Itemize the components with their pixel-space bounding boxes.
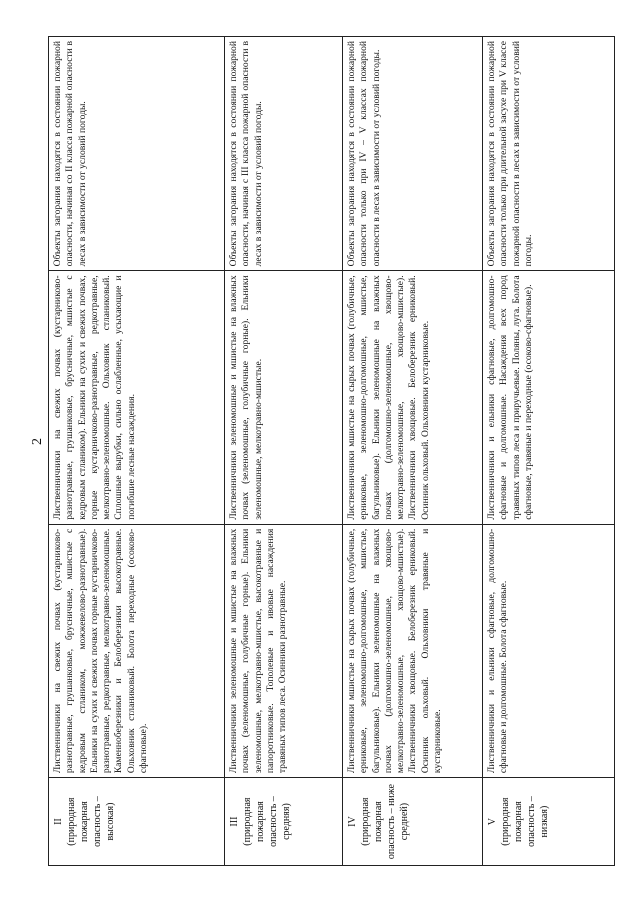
hazard-class-description: (природная пожарная опасность – ниже средней) bbox=[360, 784, 410, 860]
forest-types-cell: Лиственничники зеленомошные и мшистые на влажных почвах (зеленомошные, голубичные горные). Ельники зеленомошные, мелкотравно-мшистые, высокотравные и папоротниковые. Тополевые и ивовые насаждения травяных типов леса. Осинники разнотравные. bbox=[225, 524, 343, 777]
forest-types-cell: Лиственничники зеленомошные и мшистые на влажных почвах (зеленомошные, голубичные горные). Ельники зеленомошные, мелкотравно-мшистые. bbox=[225, 271, 343, 524]
hazard-class-cell bbox=[49, 778, 225, 866]
table-row bbox=[483, 37, 615, 866]
hazard-class-cell bbox=[483, 778, 615, 866]
hazard-class-number: IV bbox=[347, 816, 358, 827]
hazard-class-description: (природная пожарная опасность – низкая) bbox=[500, 796, 550, 847]
fire-hazard-table bbox=[48, 36, 615, 866]
forest-types-cell: Лиственничники на свежих почвах (кустарниково-разнотравные, грушанковые, брусничные, мшистые с кедровым стлаником). Ельники на сухих и свежих почвах, горные кустарничково-разнотравные, редкотравные, мелкотравно-зеленомошные. Ольховник стланиковый. Сплошные вырубки, сильно ослабленные, усыхающие и погибшие лесные насаждения. bbox=[49, 271, 225, 524]
forest-types-cell: Лиственничники мшистые на сырых почвах (голубичные, ерниковые, зеленомошно-долгомошные, мшистые, багульниковые). Ельники зеленомошные на влажных почвах (долгомошно-зеленомошные, хвощово-мелкотравно-зеленомошные, хвощово-мшистые). Лиственничники хвощовые. Белоберезник ерниковый. Осинник ольховый. Ольховники кустарниковые. bbox=[343, 271, 483, 524]
hazard-class-cell bbox=[343, 778, 483, 866]
forest-types-cell: Лиственничники мшистые на сырых почвах (голубичные, ерниковые, зеленомошно-долгомошные, мшистые, багульниковые). Ельники зеленомошные на влажных почвах (долгомошно-зеленомошные, хвощово-мелкотравно-зеленомошные, хвощово-мшистые). Лиственничники хвощовые. Белоберезник ерниковый. Осинник ольховый. Ольховники травяные и кустарниковые. bbox=[343, 524, 483, 777]
forest-types-cell: Лиственничники и ельники сфагновые, долгомошно-сфагновые и долгомошные. Насаждения всех пород травяных типов леса и приручьевые. Поляны, луга. Болота сфагновые, травяные и переходные (осоково-сфагновые). bbox=[483, 271, 615, 524]
hazard-class-description: (природная пожарная опасность – средняя) bbox=[242, 796, 292, 847]
forest-types-cell: Лиственничники и ельники сфагновые, долгомошно-сфагновые и долгомошные. Болота сфагновые. bbox=[483, 524, 615, 777]
table-row bbox=[49, 37, 225, 866]
ignition-condition-cell: Объекты загорания находятся в состоянии пожарной опасности только при длительной засухе при V классе пожарной опасности в лесах в зависимости от условий погоды. bbox=[483, 37, 615, 271]
forest-types-cell: Лиственничники на свежих почвах (кустарниково-разнотравные, грушанковые, брусничные, мшистые с кедровым стлаником, можжевелово-разнотравные). Ельники на сухих и свежих почвах горные кустарничково-разнотравные, редкотравные, мелкотравно-зеленомошные. Каменноберезники и Белоберезники высокотравные. Ольховник стланиковый. Болота переходные (осоково-сфагновые). bbox=[49, 524, 225, 777]
hazard-class-cell bbox=[225, 778, 343, 866]
hazard-class-description: (природная пожарная опасность – высокая) bbox=[66, 796, 116, 847]
hazard-class-number: V bbox=[487, 817, 498, 826]
ignition-condition-cell: Объекты загорания находятся в состоянии пожарной опасности, начиная со II класса пожарной опасности в лесах в зависимости от условий погоды. bbox=[49, 37, 225, 271]
hazard-class-number: III bbox=[229, 816, 240, 827]
hazard-class-number: II bbox=[53, 818, 64, 825]
table-row bbox=[343, 37, 483, 866]
rotated-table-container bbox=[48, 36, 614, 866]
table-row bbox=[225, 37, 343, 866]
ignition-condition-cell: Объекты загорания находятся в состоянии пожарной опасности, начиная с III класса пожарной опасности в лесах в зависимости от условий погоды. bbox=[225, 37, 343, 271]
ignition-condition-cell: Объекты загорания находятся в состоянии пожарной опасности только при IV – V классах пожарной опасности в лесах в зависимости от условий погоды. bbox=[343, 37, 483, 271]
page-number: 2 bbox=[30, 438, 45, 445]
